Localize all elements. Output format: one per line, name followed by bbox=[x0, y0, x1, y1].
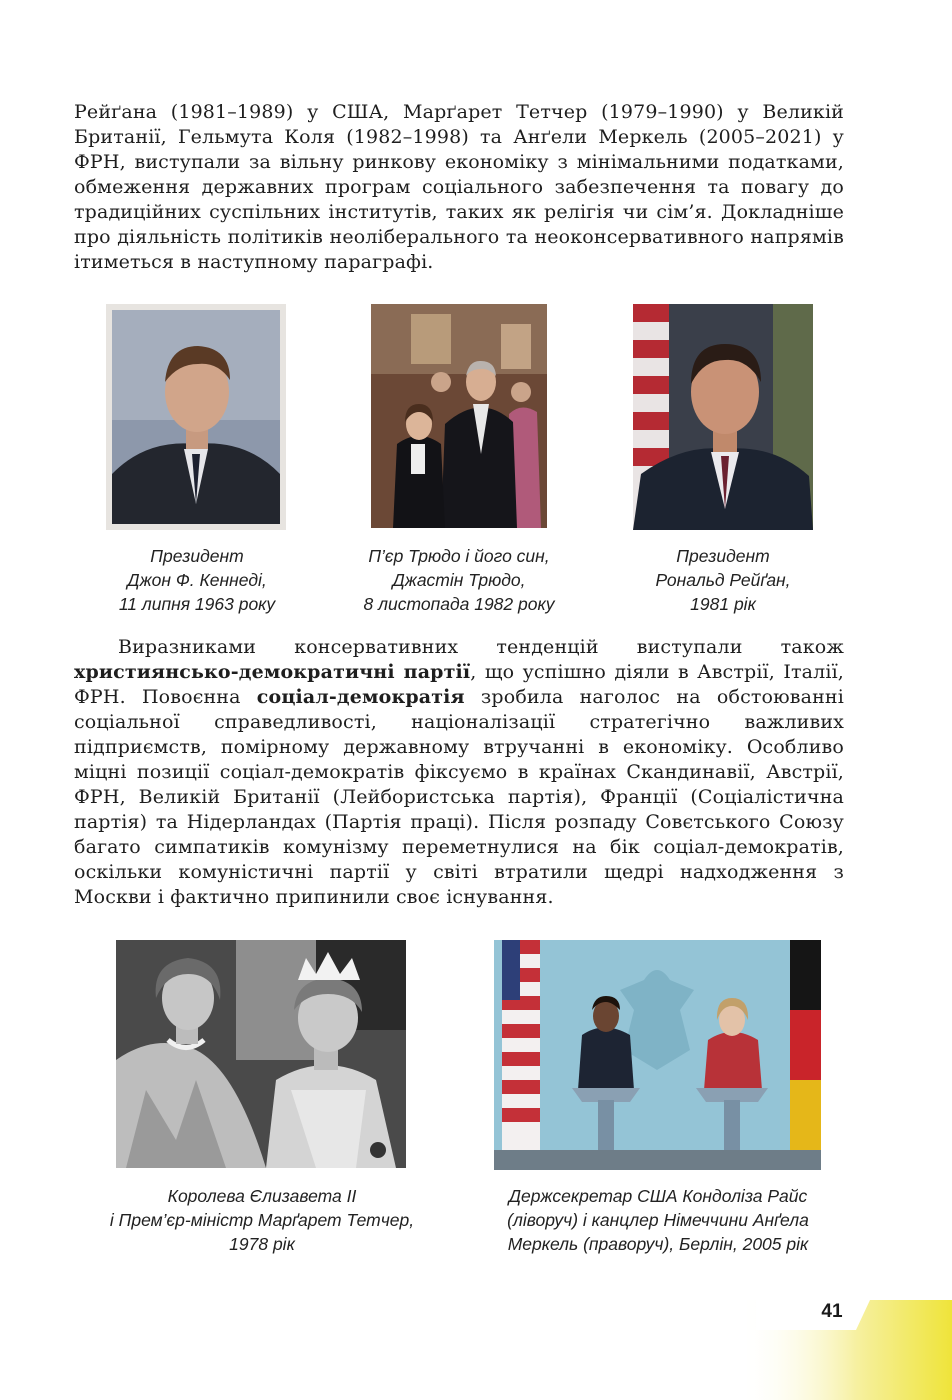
term-christian-democratic-parties: християнсько-демократичні партії bbox=[74, 661, 471, 683]
page-number: 41 bbox=[821, 1301, 843, 1322]
caption-reagan: Президент Рональд Рейґан, 1981 рік bbox=[655, 546, 791, 614]
photo-rice-and-merkel bbox=[494, 940, 821, 1170]
term-social-democracy: соціал-демократія bbox=[256, 686, 465, 708]
caption-kennedy: Президент Джон Ф. Кеннеді, 11 липня 1963 року bbox=[118, 546, 276, 614]
body-paragraph-2: Виразниками консервативних тенденцій виступали також християнсько-демократичні партії, що успішно діяли в Австрії, Італії, ФРН. Повоєнна соціал-демократія зробила наголос на обстоюванні соціальної справедливості, націоналізації стратегічно важливих підприємств, помірному державному втручанні в економіку. Особливо міцні позиції соціал-демократів фіксуємо в країнах Скандинавії, Австрії, ФРН, Великій Британії (Лейбористська партія), Франції (Соціалістична партія) та Нідерландах (Партія праці). Після розпаду Совєтського Союзу багато симпатиків комунізму переметнулися на бік соціал-демократів, оскільки комуністичні партії у світі втратили щедрі надходження з Москви і фактично припинили своє існування. bbox=[74, 636, 844, 908]
photo-kennedy bbox=[106, 304, 286, 530]
photo-reagan bbox=[633, 304, 813, 530]
body-paragraph-1: Рейґана (1981–1989) у США, Марґарет Тетчер (1979–1990) у Великій Британії, Гельмута Коля (1982–1998) та Анґели Меркель (2005–2021) у ФРН, виступали за вільну ринкову економіку з мінімальними податками, обмеження державних програм соціального забезпечення та повагу до традиційних суспільних інститутів, таких як релігія чи сім’я. Докладніше про діяльність політиків неоліберального та неоконсервативного напрямів ітиметься в наступному параграфі. bbox=[74, 101, 844, 273]
photo-queen-and-thatcher bbox=[116, 940, 406, 1168]
photo-trudeau bbox=[371, 304, 547, 528]
caption-queen-and-thatcher: Королева Єлизавета ІІ і Прем’єр-міністр Марґарет Тетчер, 1978 рік bbox=[109, 1186, 415, 1254]
caption-rice-and-merkel: Держсекретар США Кондоліза Райс (ліворуч) і канцлер Німеччини Анґела Меркель (праворуч), Берлін, 2005 рік bbox=[507, 1186, 809, 1254]
caption-trudeau: П’єр Трюдо і його син, Джастін Трюдо, 8 листопада 1982 року bbox=[363, 546, 555, 614]
